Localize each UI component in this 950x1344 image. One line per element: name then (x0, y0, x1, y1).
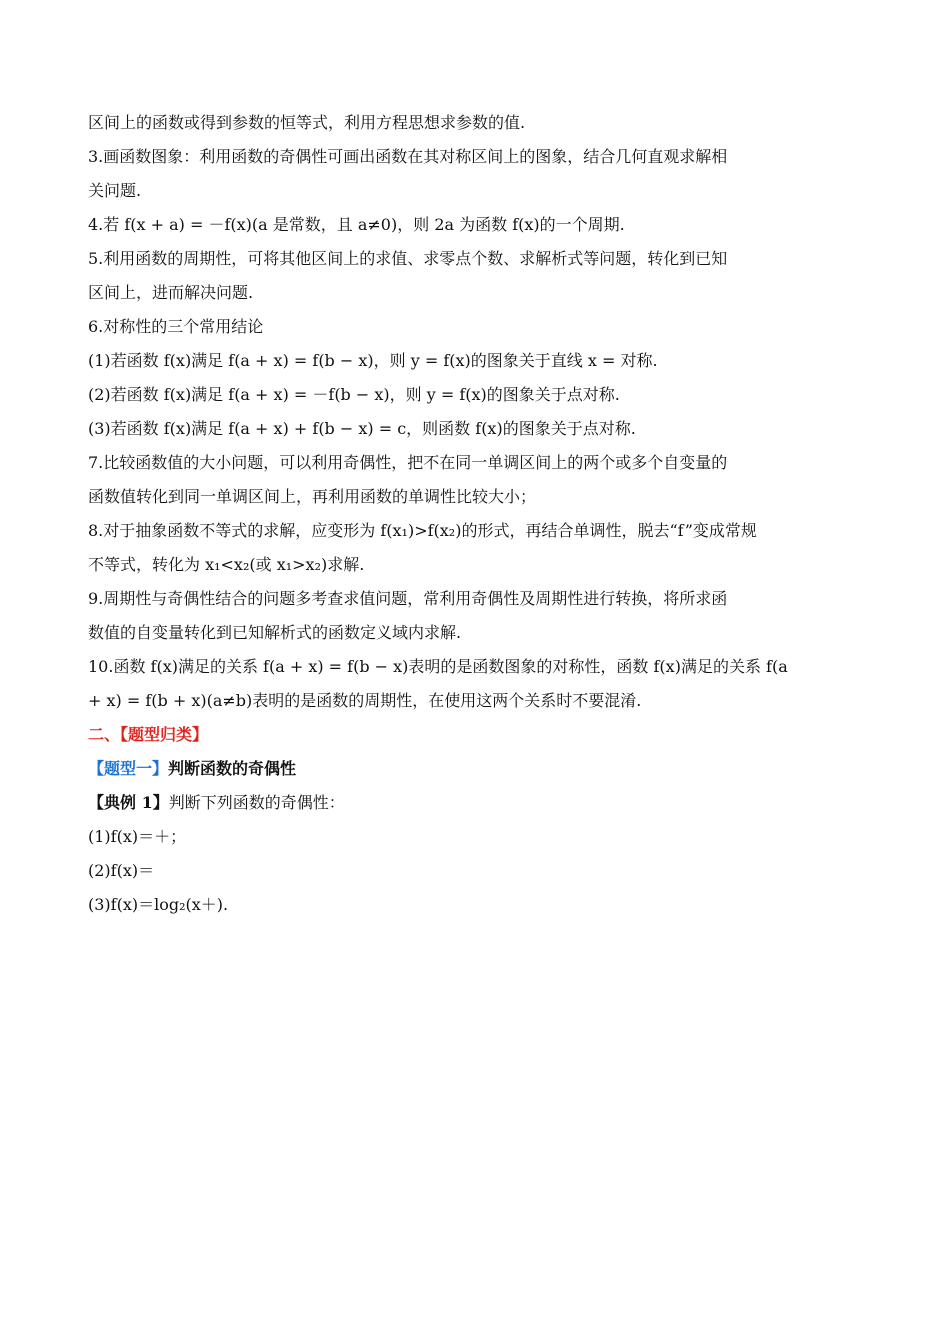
text-line: 5.利用函数的周期性，可将其他区间上的求值、求零点个数、求解析式等问题，转化到已知 (88, 249, 728, 268)
text-line: 4.若 f(x + a) = －f(x)(a 是常数，且 a≠0)，则 2a 为函数 f(x)的一个周期. (88, 215, 625, 234)
text-line: (1)若函数 f(x)满足 f(a + x) = f(b − x)，则 y = f(x)的图象关于直线 x = 对称. (88, 351, 658, 370)
text-line: 函数值转化到同一单调区间上，再利用函数的单调性比较大小； (88, 487, 537, 506)
text-line: 区间上，进而解决问题. (88, 283, 254, 302)
page-content (88, 106, 864, 922)
section-heading: 二、【题型归类】 (88, 725, 209, 744)
text-line: + x) = f(b + x)(a≠b)表明的是函数的周期性，在使用这两个关系时不要混淆. (88, 691, 642, 710)
text-line: 3.画函数图象：利用函数的奇偶性可画出函数在其对称区间上的图象，结合几何直观求解相 (88, 147, 728, 166)
text-line: 不等式，转化为 x₁<x₂(或 x₁>x₂)求解. (88, 555, 365, 574)
text-line: (2)若函数 f(x)满足 f(a + x) = －f(b − x)，则 y = f(x)的图象关于点对称. (88, 385, 620, 404)
text-line: 8.对于抽象函数不等式的求解，应变形为 f(x₁)>f(x₂)的形式，再结合单调性，脱去“f”变成常规 (88, 521, 757, 540)
text-line: 7.比较函数值的大小问题，可以利用奇偶性，把不在同一单调区间上的两个或多个自变量的 (88, 453, 728, 472)
example-line (88, 786, 864, 820)
text-line: 9.周期性与奇偶性结合的问题多考查求值问题，常利用奇偶性及周期性进行转换，将所求函 (88, 589, 728, 608)
question-type-tag: 【题型一】 (88, 759, 169, 778)
text-line: 关问题. (88, 181, 142, 200)
question-type-title: 判断函数的奇偶性 (168, 759, 297, 778)
text-line: 6.对称性的三个常用结论 (88, 317, 264, 336)
example-tag: 【典例 1】 (88, 793, 169, 812)
example-item: (2)f(x)＝ (88, 861, 155, 880)
text-line: (3)若函数 f(x)满足 f(a + x) + f(b − x) = c，则函数 f(x)的图象关于点对称. (88, 419, 636, 438)
question-type-heading (88, 752, 864, 786)
text-line: 数值的自变量转化到已知解析式的函数定义域内求解. (88, 623, 462, 642)
text-line: 10.函数 f(x)满足的关系 f(a + x) = f(b − x)表明的是函数图象的对称性，函数 f(x)满足的关系 f(a (88, 657, 788, 676)
text-line: 区间上的函数或得到参数的恒等式，利用方程思想求参数的值. (88, 113, 526, 132)
example-text: 判断下列函数的奇偶性： (168, 793, 345, 812)
example-item: (3)f(x)＝log₂(x＋). (88, 895, 229, 914)
example-item: (1)f(x)＝＋； (88, 827, 187, 846)
